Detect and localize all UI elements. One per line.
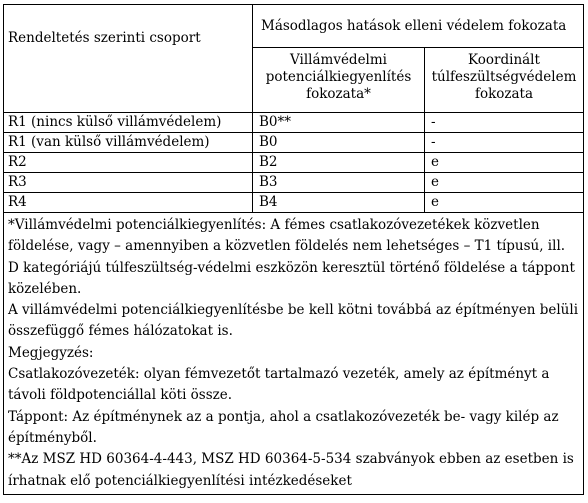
equipotential-subheader: Villámvédelmi potenciálkiegyenlítés fokozata*	[253, 48, 425, 113]
protection-level-table	[3, 4, 584, 495]
table-row	[4, 173, 584, 193]
group-cell: R4	[4, 193, 253, 213]
group-header: Rendeltetés szerinti csoport	[4, 5, 253, 113]
note-standards-reference: **Az MSZ HD 60364-4-443, MSZ HD 60364-5-534 szabványok ebben az esetben is írhatnak elő potenciálkiegyenlítési intézkedéseket	[8, 451, 574, 489]
equipotential-cell: B0	[253, 133, 425, 153]
table-row	[4, 113, 584, 133]
note-internal-networks: A villámvédelmi potenciálkiegyenlítésbe be kell kötni továbbá az építményen belüli összefüggő fémes hálózatokat is.	[8, 302, 579, 340]
surge-cell: -	[425, 113, 584, 133]
table-row	[4, 133, 584, 153]
header-row	[4, 5, 584, 48]
notes-cell	[4, 213, 584, 495]
equipotential-cell: B2	[253, 153, 425, 173]
note-connection-line-definition: Csatlakozóvezeték: olyan fémvezetőt tartalmazó vezeték, amely az építményt a távoli földpotenciállal köti össze.	[8, 366, 550, 404]
table-row	[4, 193, 584, 213]
equipotential-cell: B0**	[253, 113, 425, 133]
note-equipotential-definition: *Villámvédelmi potenciálkiegyenlítés: A fémes csatlakozóvezetékek közvetlen földelése, vagy – amennyiben a közvetlen földelés nem lehetséges – T1 típusú, ill. D kategóriájú túlfeszültség-védelmi eszközön keresztül történő földelése a táppont közelében.	[8, 217, 575, 297]
group-cell: R2	[4, 153, 253, 173]
surge-cell: e	[425, 153, 584, 173]
surge-subheader: Koordinált túlfeszültségvédelem fokozata	[425, 48, 584, 113]
equipotential-cell: B3	[253, 173, 425, 193]
equipotential-cell: B4	[253, 193, 425, 213]
surge-cell: e	[425, 193, 584, 213]
surge-cell: e	[425, 173, 584, 193]
note-remark-heading: Megjegyzés:	[8, 344, 94, 361]
surge-cell: -	[425, 133, 584, 153]
table-row	[4, 153, 584, 173]
notes-row	[4, 213, 584, 495]
group-cell: R1 (van külső villámvédelem)	[4, 133, 253, 153]
note-entry-point-definition: Táppont: Az építménynek az a pontja, ahol a csatlakozóvezeték be- vagy kilép az építményből.	[8, 408, 559, 446]
group-cell: R1 (nincs külső villámvédelem)	[4, 113, 253, 133]
group-cell: R3	[4, 173, 253, 193]
protection-header: Másodlagos hatások elleni védelem fokozata	[253, 5, 584, 48]
